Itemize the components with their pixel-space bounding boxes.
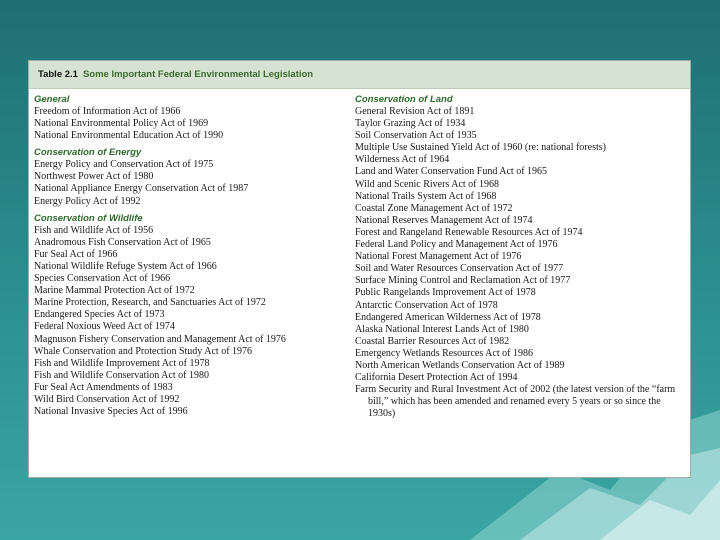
section-list-conservation-of-wildlife <box>34 225 349 419</box>
legislation-item: Fur Seal Act of 1966 <box>34 248 118 260</box>
left-column <box>34 93 349 423</box>
legislation-item: Coastal Barrier Resources Act of 1982 <box>355 335 510 347</box>
legislation-item: California Desert Protection Act of 1994 <box>355 372 518 384</box>
legislation-item: National Appliance Energy Conservation Act of 1987 <box>34 183 249 195</box>
legislation-item: National Reserves Management Act of 1974 <box>355 214 533 226</box>
legislation-item: Multiple Use Sustained Yield Act of 1960 (re: national forests) <box>355 142 606 154</box>
legislation-item: Magnuson Fishery Conservation and Management Act of 1976 <box>34 333 286 345</box>
legislation-item: Endangered Species Act of 1973 <box>34 309 165 321</box>
legislation-item: Federal Land Policy and Management Act of 1976 <box>355 239 558 251</box>
section-heading-general: General <box>34 94 70 105</box>
legislation-item: Endangered American Wilderness Act of 1978 <box>355 311 541 323</box>
legislation-item: Freedom of Information Act of 1966 <box>34 106 181 117</box>
legislation-item: Emergency Wetlands Resources Act of 1986 <box>355 347 533 359</box>
legislation-item: Energy Policy and Conservation Act of 1975 <box>34 159 214 171</box>
legislation-item: General Revision Act of 1891 <box>355 106 475 117</box>
legislation-item: Surface Mining Control and Reclamation Act of 1977 <box>355 275 571 287</box>
legislation-item: National Trails System Act of 1968 <box>355 190 497 202</box>
legislation-item: Soil and Water Resources Conservation Act of 1977 <box>355 263 564 275</box>
legislation-item: Antarctic Conservation Act of 1978 <box>355 299 498 311</box>
legislation-item: Marine Mammal Protection Act of 1972 <box>34 285 195 297</box>
section-heading-conservation-of-energy: Conservation of Energy <box>34 147 142 159</box>
right-column <box>355 93 687 425</box>
legislation-item: Land and Water Conservation Fund Act of 1965 <box>355 166 548 178</box>
legislation-item: Energy Policy Act of 1992 <box>34 195 141 207</box>
legislation-item: Anadromous Fish Conservation Act of 1965 <box>34 236 211 248</box>
legislation-item: Coastal Zone Management Act of 1972 <box>355 202 513 214</box>
legislation-item: Wild Bird Conservation Act of 1992 <box>34 393 180 405</box>
legislation-item: Fur Seal Act Amendments of 1983 <box>34 381 173 393</box>
legislation-item: National Wildlife Refuge System Act of 1966 <box>34 260 217 272</box>
section-list-conservation-of-energy <box>34 159 349 207</box>
legislation-item: North American Wetlands Conservation Act of 1989 <box>355 359 565 371</box>
legislation-item: Marine Protection, Research, and Sanctuaries Act of 1972 <box>34 297 266 309</box>
legislation-item: Taylor Grazing Act of 1934 <box>355 118 466 130</box>
table-number: Table 2.1 <box>38 69 78 80</box>
legislation-item: Wilderness Act of 1964 <box>355 154 450 166</box>
legislation-item: National Environmental Policy Act of 1969 <box>34 118 209 130</box>
legislation-table <box>28 60 691 478</box>
section-heading-conservation-of-wildlife: Conservation of Wildlife <box>34 212 143 224</box>
legislation-item: Species Conservation Act of 1966 <box>34 273 171 285</box>
table-title: Some Important Federal Environmental Legislation <box>82 69 314 80</box>
legislation-item: Northwest Power Act of 1980 <box>34 171 154 183</box>
legislation-item: Fish and Wildlife Act of 1956 <box>34 224 154 236</box>
legislation-item: Soil Conservation Act of 1935 <box>355 130 477 142</box>
legislation-item: Alaska National Interest Lands Act of 1980 <box>355 323 529 335</box>
legislation-item: Fish and Wildlife Improvement Act of 1978 <box>34 357 210 369</box>
legislation-item: Whale Conservation and Protection Study Act of 1976 <box>34 345 253 357</box>
legislation-item: Wild and Scenic Rivers Act of 1968 <box>355 178 500 190</box>
section-list-conservation-of-land <box>355 106 687 420</box>
legislation-item: Farm Security and Rural Investment Act of 2002 (the latest version of the “farm bill,” which has been amended and renamed every 5 years or so since the 1930s) <box>355 384 676 420</box>
section-list-general <box>34 106 349 142</box>
legislation-item: Forest and Rangeland Renewable Resources Act of 1974 <box>355 226 583 238</box>
legislation-item: Public Rangelands Improvement Act of 1978 <box>355 287 536 299</box>
legislation-item: National Invasive Species Act of 1996 <box>34 406 188 418</box>
legislation-item: Federal Noxious Weed Act of 1974 <box>34 321 175 333</box>
table-caption <box>29 61 690 89</box>
legislation-item: National Forest Management Act of 1976 <box>355 251 522 263</box>
legislation-item: National Environmental Education Act of 1990 <box>34 130 224 142</box>
legislation-item: Fish and Wildlife Conservation Act of 1980 <box>34 369 209 381</box>
section-heading-conservation-of-land: Conservation of Land <box>355 94 453 105</box>
